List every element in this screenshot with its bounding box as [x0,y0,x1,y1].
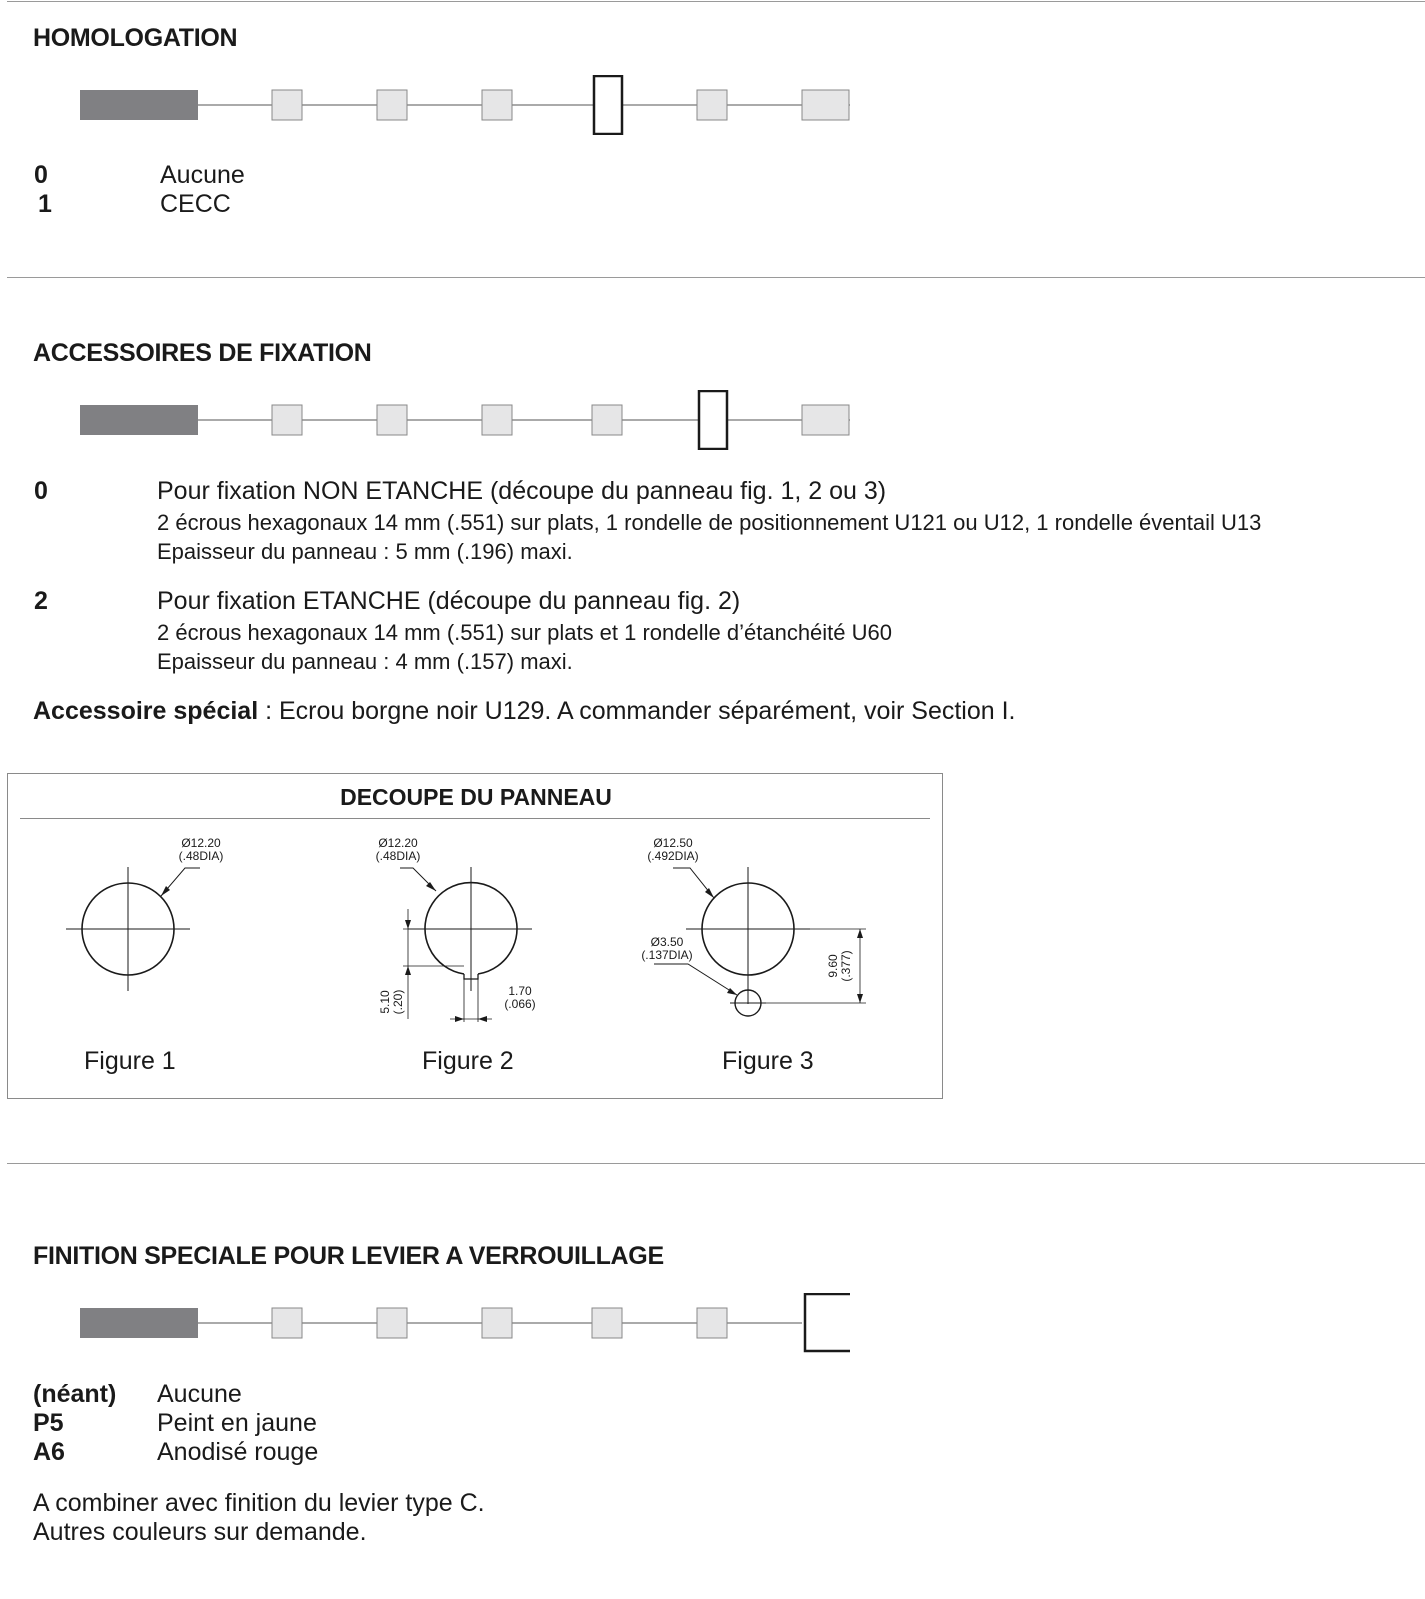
option-detail: 2 écrous hexagonaux 14 mm (.551) sur plats et 1 rondelle d’étanchéité U60 [157,620,892,645]
finish-note: Autres couleurs sur demande. [33,1518,367,1546]
dim-label: 1.70 [508,984,532,998]
dim-label: (.377) [839,950,853,982]
option-label: Aucune [157,1380,242,1408]
figure-1-label: Figure 1 [84,1047,176,1075]
section-title-homologation: HOMOLOGATION [33,24,238,52]
dim-label: Ø3.50 [650,935,684,949]
figure-3-drawing [641,836,866,1016]
dim-label: (.20) [391,989,405,1015]
option-detail: Epaisseur du panneau : 5 mm (.196) maxi. [157,539,573,564]
section-title-finition: FINITION SPECIALE POUR LEVIER A VERROUILLAGE [33,1242,664,1270]
option-label: Anodisé rouge [157,1438,319,1466]
option-label: CECC [160,190,231,218]
option-code: (néant) [33,1380,117,1408]
option-label: Peint en jaune [157,1409,317,1437]
finish-note: A combiner avec finition du levier type C. [33,1489,485,1517]
option-code: P5 [33,1409,64,1437]
dim-label: (.48DIA) [375,849,421,863]
option-label: Pour fixation NON ETANCHE (découpe du panneau fig. 1, 2 ou 3) [157,477,887,505]
figure-2-label: Figure 2 [422,1047,514,1075]
figure-1-drawing [66,836,223,991]
option-code: 1 [38,190,52,218]
code-diagram-finition [80,1293,850,1353]
option-code: 0 [34,477,48,505]
dim-label: 9.60 [826,954,840,978]
section-divider [7,1163,1425,1164]
panel-cutout-box [7,773,943,1099]
section-title-accessoires: ACCESSOIRES DE FIXATION [33,339,372,367]
option-code: 0 [34,161,48,189]
figure-2-drawing [376,836,536,1022]
code-diagram-homologation [80,75,850,135]
option-detail: 2 écrous hexagonaux 14 mm (.551) sur plats, 1 rondelle de positionnement U121 ou U12, 1 rondelle éventail U13 [157,510,1262,535]
dim-label: (.137DIA) [641,948,693,962]
figure-3-label: Figure 3 [722,1047,814,1075]
dim-label: (.066) [504,997,536,1011]
dim-label: Ø12.20 [181,836,221,850]
top-rule [7,1,1425,2]
special-accessory-note [33,697,1016,726]
option-code: 2 [34,587,48,615]
option-label: Pour fixation ETANCHE (découpe du panneau fig. 2) [157,587,741,615]
dim-label: Ø12.50 [653,836,693,850]
section-divider [7,277,1425,278]
option-detail: Epaisseur du panneau : 4 mm (.157) maxi. [157,649,573,674]
special-accessory-text: : Ecrou borgne noir U129. A commander séparément, voir Section I. [258,697,1016,725]
dim-label: Ø12.20 [378,836,418,850]
option-label: Aucune [160,161,245,189]
dim-label: (.48DIA) [178,849,224,863]
dim-label: (.492DIA) [647,849,699,863]
code-diagram-accessoires [80,390,850,450]
panel-cutout-title: DECOUPE DU PANNEAU [340,784,612,810]
option-code: A6 [33,1438,65,1466]
special-accessory-label: Accessoire spécial [33,697,259,725]
dim-label: 5.10 [378,990,392,1014]
